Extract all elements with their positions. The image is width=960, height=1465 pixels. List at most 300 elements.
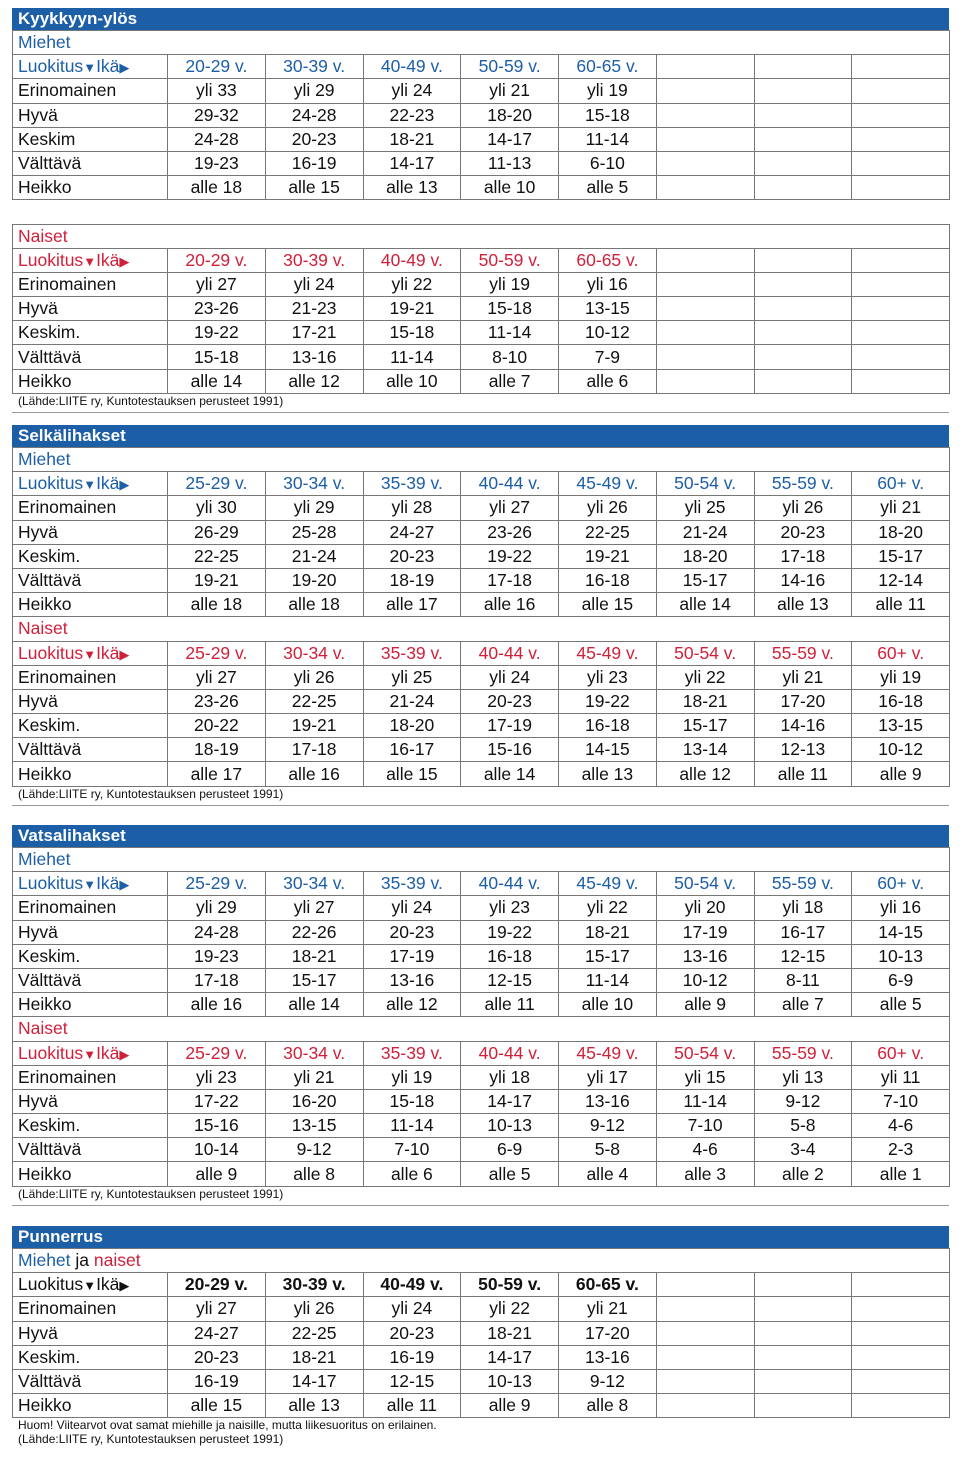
value-cell: 19-22 (461, 544, 559, 568)
table-row (13, 544, 950, 568)
rating-label: Välttävä (13, 345, 168, 369)
table-row (13, 369, 950, 393)
age-header: 20-29 v. (168, 55, 266, 79)
value-cell: yli 30 (168, 496, 266, 520)
value-cell: 15-18 (168, 345, 266, 369)
value-cell: yli 21 (559, 1297, 657, 1321)
value-cell: yli 27 (168, 665, 266, 689)
value-cell: yli 24 (363, 896, 461, 920)
age-header: 50-54 v. (656, 872, 754, 896)
reference-table (12, 447, 950, 787)
value-cell: 16-19 (265, 151, 363, 175)
age-header (656, 55, 754, 79)
value-cell: 15-17 (656, 714, 754, 738)
value-cell: 5-8 (559, 1138, 657, 1162)
value-cell: alle 5 (852, 993, 950, 1017)
age-header: 30-39 v. (265, 248, 363, 272)
value-cell: 19-23 (168, 944, 266, 968)
rating-label: Erinomainen (13, 272, 168, 296)
value-cell (852, 345, 950, 369)
divider (12, 412, 949, 413)
section-title: Selkälihakset (12, 425, 949, 447)
age-header (656, 1273, 754, 1297)
value-cell: 26-29 (168, 520, 266, 544)
value-cell: 10-13 (461, 1114, 559, 1138)
value-cell: 20-22 (168, 714, 266, 738)
value-cell: 14-17 (363, 151, 461, 175)
value-cell: alle 8 (265, 1162, 363, 1186)
value-cell: 14-17 (461, 127, 559, 151)
age-header: 35-39 v. (363, 641, 461, 665)
age-header (754, 248, 852, 272)
note-text: Huom! Viitearvot ovat samat miehille ja naisille, mutta liikesuoritus on erilainen. (18, 1418, 437, 1433)
group-name-and: ja (70, 1250, 94, 1271)
rating-label: Keskim. (13, 714, 168, 738)
rating-label: Keskim. (13, 544, 168, 568)
header-age: Ikä (96, 642, 120, 663)
section-2 (12, 825, 949, 1206)
value-cell: alle 15 (363, 762, 461, 786)
value-cell: alle 1 (852, 1162, 950, 1186)
age-header: 45-49 v. (559, 472, 657, 496)
age-header: 60+ v. (852, 1041, 950, 1065)
age-header: 60-65 v. (559, 248, 657, 272)
table-row (13, 297, 950, 321)
header-age: Ikä (96, 473, 120, 494)
age-header (852, 1273, 950, 1297)
value-cell: yli 25 (363, 665, 461, 689)
header-label-cell (13, 641, 168, 665)
value-cell: 11-14 (559, 968, 657, 992)
age-header: 30-34 v. (265, 641, 363, 665)
value-cell: 20-23 (461, 689, 559, 713)
value-cell (852, 127, 950, 151)
value-cell: alle 12 (656, 762, 754, 786)
value-cell: 24-28 (168, 920, 266, 944)
age-header: 55-59 v. (754, 1041, 852, 1065)
value-cell: yli 13 (754, 1065, 852, 1089)
value-cell (656, 151, 754, 175)
value-cell: 18-21 (265, 944, 363, 968)
value-cell: 2-3 (852, 1138, 950, 1162)
section-title: Vatsalihakset (12, 825, 949, 847)
rating-label: Keskim. (13, 321, 168, 345)
value-cell: 4-6 (852, 1114, 950, 1138)
arrow-down-icon: ▼ (83, 877, 97, 893)
value-cell: alle 11 (852, 593, 950, 617)
table-row (13, 103, 950, 127)
table-row (13, 151, 950, 175)
value-cell: alle 5 (461, 1162, 559, 1186)
header-row (13, 248, 950, 272)
rating-label: Välttävä (13, 1369, 168, 1393)
age-header: 50-59 v. (461, 55, 559, 79)
value-cell: 18-21 (559, 920, 657, 944)
value-cell: 13-14 (656, 738, 754, 762)
value-cell: 23-26 (461, 520, 559, 544)
age-header: 50-59 v. (461, 1273, 559, 1297)
group-name-row (13, 1249, 950, 1273)
age-header: 20-29 v. (168, 248, 266, 272)
value-cell: alle 7 (461, 369, 559, 393)
reference-table (12, 1248, 950, 1418)
value-cell: alle 14 (168, 369, 266, 393)
value-cell: 15-18 (363, 1089, 461, 1113)
value-cell: alle 9 (461, 1394, 559, 1418)
age-header: 30-34 v. (265, 872, 363, 896)
section-3 (12, 1226, 949, 1446)
value-cell: yli 29 (168, 896, 266, 920)
value-cell: alle 13 (754, 593, 852, 617)
value-cell: 16-17 (754, 920, 852, 944)
age-header: 50-54 v. (656, 1041, 754, 1065)
rating-label: Heikko (13, 176, 168, 200)
value-cell (656, 1369, 754, 1393)
value-cell: 11-14 (363, 345, 461, 369)
value-cell (852, 79, 950, 103)
value-cell: 24-28 (265, 103, 363, 127)
table-row (13, 79, 950, 103)
value-cell: 13-16 (363, 968, 461, 992)
value-cell (852, 1369, 950, 1393)
arrow-right-icon: ▶ (119, 60, 130, 76)
header-label-cell (13, 1041, 168, 1065)
age-header: 25-29 v. (168, 1041, 266, 1065)
value-cell: alle 17 (363, 593, 461, 617)
rating-label: Välttävä (13, 1138, 168, 1162)
value-cell: 17-18 (461, 568, 559, 592)
value-cell: yli 21 (754, 665, 852, 689)
value-cell: yli 26 (265, 1297, 363, 1321)
value-cell: 16-19 (363, 1345, 461, 1369)
value-cell (754, 321, 852, 345)
age-header: 30-34 v. (265, 472, 363, 496)
value-cell: yli 23 (559, 665, 657, 689)
header-label: Luokitus (18, 642, 84, 663)
group-name-row (13, 448, 950, 472)
age-header: 35-39 v. (363, 1041, 461, 1065)
header-row (13, 55, 950, 79)
age-header: 40-44 v. (461, 641, 559, 665)
value-cell: alle 11 (461, 993, 559, 1017)
value-cell: 18-21 (656, 689, 754, 713)
group-name-row (13, 31, 950, 55)
rating-label: Heikko (13, 369, 168, 393)
value-cell: 22-25 (559, 520, 657, 544)
value-cell: alle 10 (559, 993, 657, 1017)
age-header: 25-29 v. (168, 872, 266, 896)
age-header: 35-39 v. (363, 472, 461, 496)
value-cell: 14-16 (754, 568, 852, 592)
value-cell: 19-22 (559, 689, 657, 713)
value-cell: 10-14 (168, 1138, 266, 1162)
value-cell: 18-21 (363, 127, 461, 151)
value-cell (754, 369, 852, 393)
value-cell: yli 27 (461, 496, 559, 520)
value-cell: alle 15 (265, 176, 363, 200)
value-cell: 12-13 (754, 738, 852, 762)
age-header: 25-29 v. (168, 641, 266, 665)
value-cell: 7-10 (852, 1089, 950, 1113)
value-cell: 17-21 (265, 321, 363, 345)
arrow-right-icon: ▶ (119, 877, 130, 893)
age-header: 60+ v. (852, 872, 950, 896)
value-cell: alle 5 (559, 176, 657, 200)
rating-label: Keskim. (13, 1114, 168, 1138)
value-cell: yli 22 (363, 272, 461, 296)
value-cell: 19-22 (461, 920, 559, 944)
age-header (754, 1273, 852, 1297)
rating-label: Hyvä (13, 920, 168, 944)
value-cell: 13-16 (265, 345, 363, 369)
value-cell: alle 13 (559, 762, 657, 786)
value-cell: yli 19 (559, 79, 657, 103)
value-cell: 16-18 (852, 689, 950, 713)
age-header (656, 248, 754, 272)
reference-table (12, 847, 950, 1187)
rating-label: Hyvä (13, 1321, 168, 1345)
value-cell: 23-26 (168, 689, 266, 713)
header-label-cell (13, 872, 168, 896)
value-cell: 6-10 (559, 151, 657, 175)
divider (12, 805, 949, 806)
age-header: 35-39 v. (363, 872, 461, 896)
header-age: Ikä (96, 56, 120, 77)
table-row (13, 568, 950, 592)
value-cell (656, 103, 754, 127)
value-cell: yli 21 (852, 496, 950, 520)
value-cell: alle 9 (656, 993, 754, 1017)
group-name: Miehet (18, 1250, 71, 1271)
table-row (13, 1345, 950, 1369)
value-cell: 9-12 (559, 1114, 657, 1138)
group-name: Naiset (18, 225, 68, 246)
value-cell: alle 9 (168, 1162, 266, 1186)
value-cell (852, 1297, 950, 1321)
rating-label: Heikko (13, 993, 168, 1017)
value-cell: 21-24 (656, 520, 754, 544)
value-cell: 7-10 (363, 1138, 461, 1162)
value-cell: alle 16 (265, 762, 363, 786)
value-cell: 29-32 (168, 103, 266, 127)
rating-label: Erinomainen (13, 79, 168, 103)
value-cell (656, 1321, 754, 1345)
value-cell: alle 10 (363, 369, 461, 393)
value-cell: 10-12 (852, 738, 950, 762)
arrow-right-icon: ▶ (119, 477, 130, 493)
value-cell (852, 103, 950, 127)
group-name: Naiset (18, 618, 68, 639)
group-name: Miehet (18, 32, 71, 53)
value-cell: alle 15 (168, 1394, 266, 1418)
value-cell: 17-18 (168, 968, 266, 992)
age-header: 30-39 v. (265, 55, 363, 79)
rating-label: Hyvä (13, 103, 168, 127)
header-label: Luokitus (18, 873, 84, 894)
rating-label: Keskim. (13, 1345, 168, 1369)
table-row (13, 1114, 950, 1138)
value-cell: 24-27 (363, 520, 461, 544)
value-cell: alle 2 (754, 1162, 852, 1186)
value-cell: 14-17 (461, 1345, 559, 1369)
value-cell: 16-19 (168, 1369, 266, 1393)
table-row (13, 920, 950, 944)
value-cell: 17-20 (754, 689, 852, 713)
age-header: 40-44 v. (461, 1041, 559, 1065)
header-row (13, 1273, 950, 1297)
header-row (13, 872, 950, 896)
table-row (13, 272, 950, 296)
value-cell: yli 29 (265, 79, 363, 103)
value-cell: 17-19 (363, 944, 461, 968)
rating-label: Erinomainen (13, 1065, 168, 1089)
value-cell: alle 18 (168, 176, 266, 200)
value-cell: 22-25 (265, 1321, 363, 1345)
value-cell: 13-16 (656, 944, 754, 968)
value-cell (754, 345, 852, 369)
value-cell (852, 176, 950, 200)
value-cell: 6-9 (852, 968, 950, 992)
value-cell: 21-23 (265, 297, 363, 321)
value-cell: yli 26 (559, 496, 657, 520)
group-name-row (13, 848, 950, 872)
section-title: Punnerrus (12, 1226, 949, 1248)
arrow-down-icon: ▼ (83, 60, 97, 76)
value-cell (754, 297, 852, 321)
value-cell (754, 1369, 852, 1393)
value-cell: yli 24 (363, 79, 461, 103)
value-cell: 20-23 (265, 127, 363, 151)
group-name-second: naiset (93, 1250, 141, 1271)
header-label-cell (13, 55, 168, 79)
age-header: 60+ v. (852, 472, 950, 496)
rating-label: Hyvä (13, 297, 168, 321)
table-row (13, 496, 950, 520)
value-cell: alle 6 (559, 369, 657, 393)
value-cell: 24-27 (168, 1321, 266, 1345)
section-title: Kyykkyyn-ylös (12, 8, 949, 30)
table-row (13, 593, 950, 617)
group-name: Miehet (18, 849, 71, 870)
header-row (13, 1041, 950, 1065)
value-cell: 22-26 (265, 920, 363, 944)
value-cell: 17-18 (754, 544, 852, 568)
value-cell: 18-20 (363, 714, 461, 738)
value-cell: 17-19 (656, 920, 754, 944)
value-cell (656, 176, 754, 200)
value-cell: 24-28 (168, 127, 266, 151)
value-cell (852, 369, 950, 393)
age-header (852, 248, 950, 272)
header-age: Ikä (96, 1042, 120, 1063)
value-cell: 22-25 (265, 689, 363, 713)
value-cell: alle 14 (656, 593, 754, 617)
arrow-right-icon: ▶ (119, 1046, 130, 1062)
value-cell: 18-21 (461, 1321, 559, 1345)
age-header: 60-65 v. (559, 55, 657, 79)
value-cell: 10-12 (656, 968, 754, 992)
group-gap (13, 200, 950, 224)
value-cell: yli 29 (265, 496, 363, 520)
value-cell: 10-12 (559, 321, 657, 345)
header-label: Luokitus (18, 56, 84, 77)
value-cell: 12-14 (852, 568, 950, 592)
rating-label: Hyvä (13, 689, 168, 713)
table-row (13, 1138, 950, 1162)
value-cell: alle 7 (754, 993, 852, 1017)
value-cell: 18-19 (168, 738, 266, 762)
source-citation: (Lähde:LIITE ry, Kuntotestauksen perusteet 1991) (18, 393, 284, 408)
value-cell: 11-13 (461, 151, 559, 175)
table-row (13, 176, 950, 200)
value-cell: yli 21 (265, 1065, 363, 1089)
header-label: Luokitus (18, 473, 84, 494)
value-cell: yli 17 (559, 1065, 657, 1089)
age-header: 50-59 v. (461, 248, 559, 272)
value-cell: 9-12 (559, 1369, 657, 1393)
value-cell: 7-9 (559, 345, 657, 369)
value-cell: 20-23 (363, 1321, 461, 1345)
value-cell: yli 27 (265, 896, 363, 920)
header-label: Luokitus (18, 1042, 84, 1063)
value-cell: 20-23 (363, 920, 461, 944)
value-cell: yli 27 (168, 272, 266, 296)
value-cell (656, 127, 754, 151)
value-cell: 7-10 (656, 1114, 754, 1138)
value-cell: 14-16 (754, 714, 852, 738)
value-cell: 11-14 (363, 1114, 461, 1138)
value-cell (754, 1321, 852, 1345)
arrow-right-icon: ▶ (119, 1278, 130, 1294)
rating-label: Erinomainen (13, 896, 168, 920)
table-row (13, 1394, 950, 1418)
rating-label: Heikko (13, 762, 168, 786)
value-cell: yli 22 (656, 665, 754, 689)
header-label: Luokitus (18, 1274, 84, 1295)
age-header: 60-65 v. (559, 1273, 657, 1297)
rating-label: Heikko (13, 1162, 168, 1186)
table-row (13, 968, 950, 992)
value-cell: alle 3 (656, 1162, 754, 1186)
rating-label: Heikko (13, 593, 168, 617)
value-cell: alle 11 (754, 762, 852, 786)
age-header: 45-49 v. (559, 1041, 657, 1065)
value-cell (754, 272, 852, 296)
value-cell (656, 1297, 754, 1321)
value-cell: 14-15 (559, 738, 657, 762)
header-age: Ikä (96, 1274, 120, 1295)
age-header: 40-49 v. (363, 248, 461, 272)
rating-label: Heikko (13, 1394, 168, 1418)
value-cell (656, 1394, 754, 1418)
value-cell: yli 19 (363, 1065, 461, 1089)
value-cell: 15-18 (559, 103, 657, 127)
value-cell: 19-21 (168, 568, 266, 592)
value-cell (754, 127, 852, 151)
value-cell: alle 13 (363, 176, 461, 200)
value-cell: yli 24 (461, 665, 559, 689)
value-cell: 9-12 (265, 1138, 363, 1162)
rating-label: Erinomainen (13, 665, 168, 689)
value-cell: alle 18 (265, 593, 363, 617)
rating-label: Erinomainen (13, 496, 168, 520)
value-cell: 5-8 (754, 1114, 852, 1138)
value-cell: 21-24 (265, 544, 363, 568)
value-cell: yli 26 (754, 496, 852, 520)
value-cell: 9-12 (754, 1089, 852, 1113)
value-cell: yli 22 (461, 1297, 559, 1321)
value-cell (754, 103, 852, 127)
